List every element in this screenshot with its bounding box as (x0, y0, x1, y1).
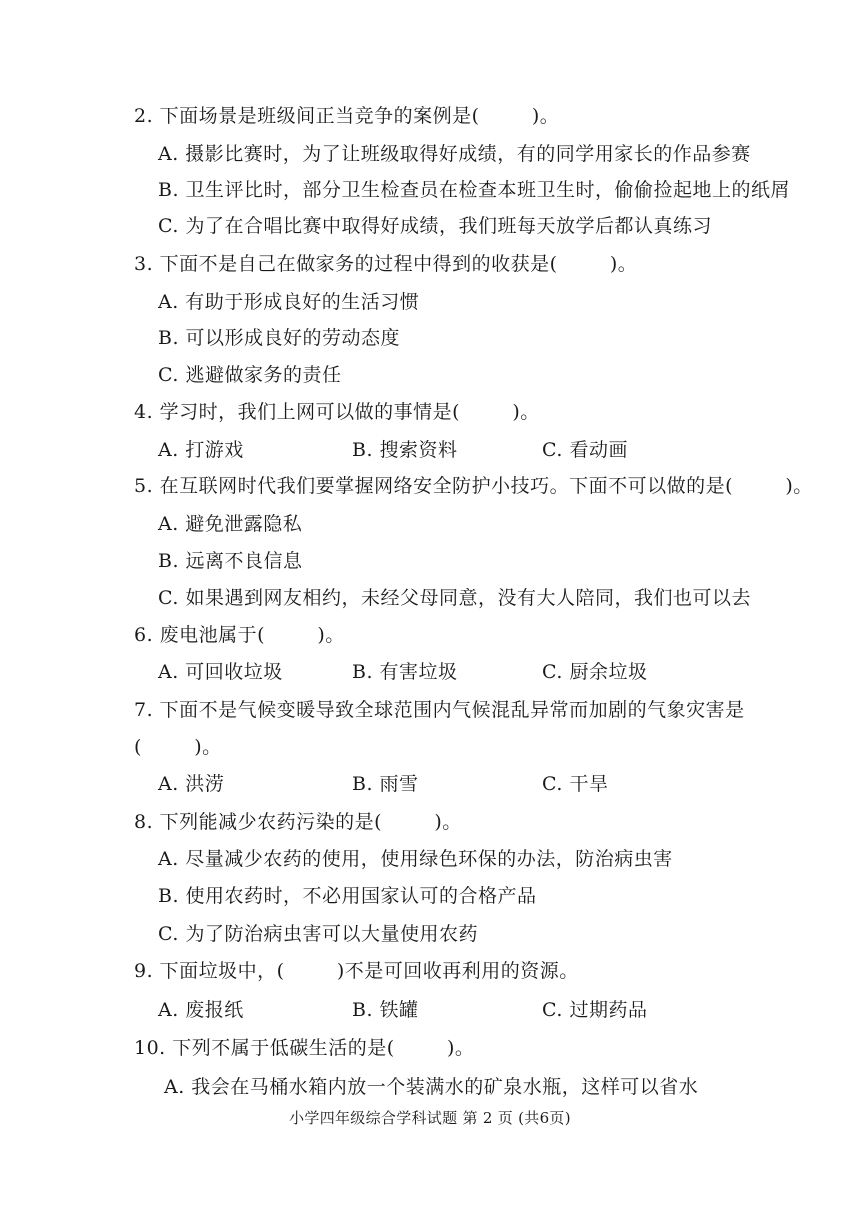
question-2-option-c: C. 为了在合唱比赛中取得好成绩，我们班每天放学后都认真练习 (158, 215, 712, 237)
question-9-option-b: B. 铁罐 (352, 999, 419, 1021)
question-9-stem: 9. 下面垃圾中，( )不是可回收再利用的资源。 (134, 960, 579, 982)
question-7-option-b: B. 雨雪 (352, 773, 419, 795)
question-5-option-c: C. 如果遇到网友相约，未经父母同意，没有大人陪同，我们也可以去 (158, 587, 751, 609)
question-4-option-a: A. 打游戏 (158, 439, 244, 461)
question-3-option-a: A. 有助于形成良好的生活习惯 (158, 291, 420, 313)
question-6-stem: 6. 废电池属于( )。 (134, 624, 345, 646)
question-6-option-c: C. 厨余垃圾 (542, 661, 648, 683)
question-6-option-a: A. 可回收垃圾 (158, 661, 283, 683)
question-8-option-b: B. 使用农药时，不必用国家认可的合格产品 (158, 885, 537, 907)
question-8-option-a: A. 尽量减少农药的使用，使用绿色环保的办法，防治病虫害 (158, 848, 673, 870)
question-2-stem: 2. 下面场景是班级间正当竞争的案例是( )。 (134, 105, 560, 127)
question-9-option-c: C. 过期药品 (542, 999, 648, 1021)
question-4-option-b: B. 搜索资料 (352, 439, 458, 461)
question-7-stem: 7. 下面不是气候变暖导致全球范围内气候混乱异常而加剧的气象灾害是 (134, 699, 745, 721)
question-8-stem: 8. 下列能减少农药污染的是( )。 (134, 811, 462, 833)
question-5-stem: 5. 在互联网时代我们要掌握网络安全防护小技巧。下面不可以做的是( )。 (134, 475, 813, 497)
question-8-option-c: C. 为了防治病虫害可以大量使用农药 (158, 923, 478, 945)
question-4-stem: 4. 学习时，我们上网可以做的事情是( )。 (134, 401, 540, 423)
question-7-option-c: C. 干旱 (542, 773, 609, 795)
question-2-option-b: B. 卫生评比时，部分卫生检查员在检查本班卫生时，偷偷捡起地上的纸屑 (158, 179, 791, 201)
question-10-option-a: A. 我会在马桶水箱内放一个装满水的矿泉水瓶，这样可以省水 (164, 1076, 699, 1098)
question-2-option-a: A. 摄影比赛时，为了让班级取得好成绩，有的同学用家长的作品参赛 (158, 143, 751, 165)
question-3-stem: 3. 下面不是自己在做家务的过程中得到的收获是( )。 (134, 253, 638, 275)
question-6-option-b: B. 有害垃圾 (352, 661, 458, 683)
question-7-stem-continuation: ( )。 (134, 736, 222, 758)
page-footer: 小学四年级综合学科试题 第 2 页 (共6页) (289, 1109, 571, 1127)
question-5-option-b: B. 远离不良信息 (158, 550, 303, 572)
question-10-stem: 10. 下列不属于低碳生活的是( )。 (134, 1037, 475, 1059)
question-4-option-c: C. 看动画 (542, 439, 628, 461)
question-5-option-a: A. 避免泄露隐私 (158, 513, 303, 535)
question-3-option-b: B. 可以形成良好的劳动态度 (158, 327, 401, 349)
question-3-option-c: C. 逃避做家务的责任 (158, 364, 342, 386)
question-9-option-a: A. 废报纸 (158, 999, 244, 1021)
question-7-option-a: A. 洪涝 (158, 773, 225, 795)
